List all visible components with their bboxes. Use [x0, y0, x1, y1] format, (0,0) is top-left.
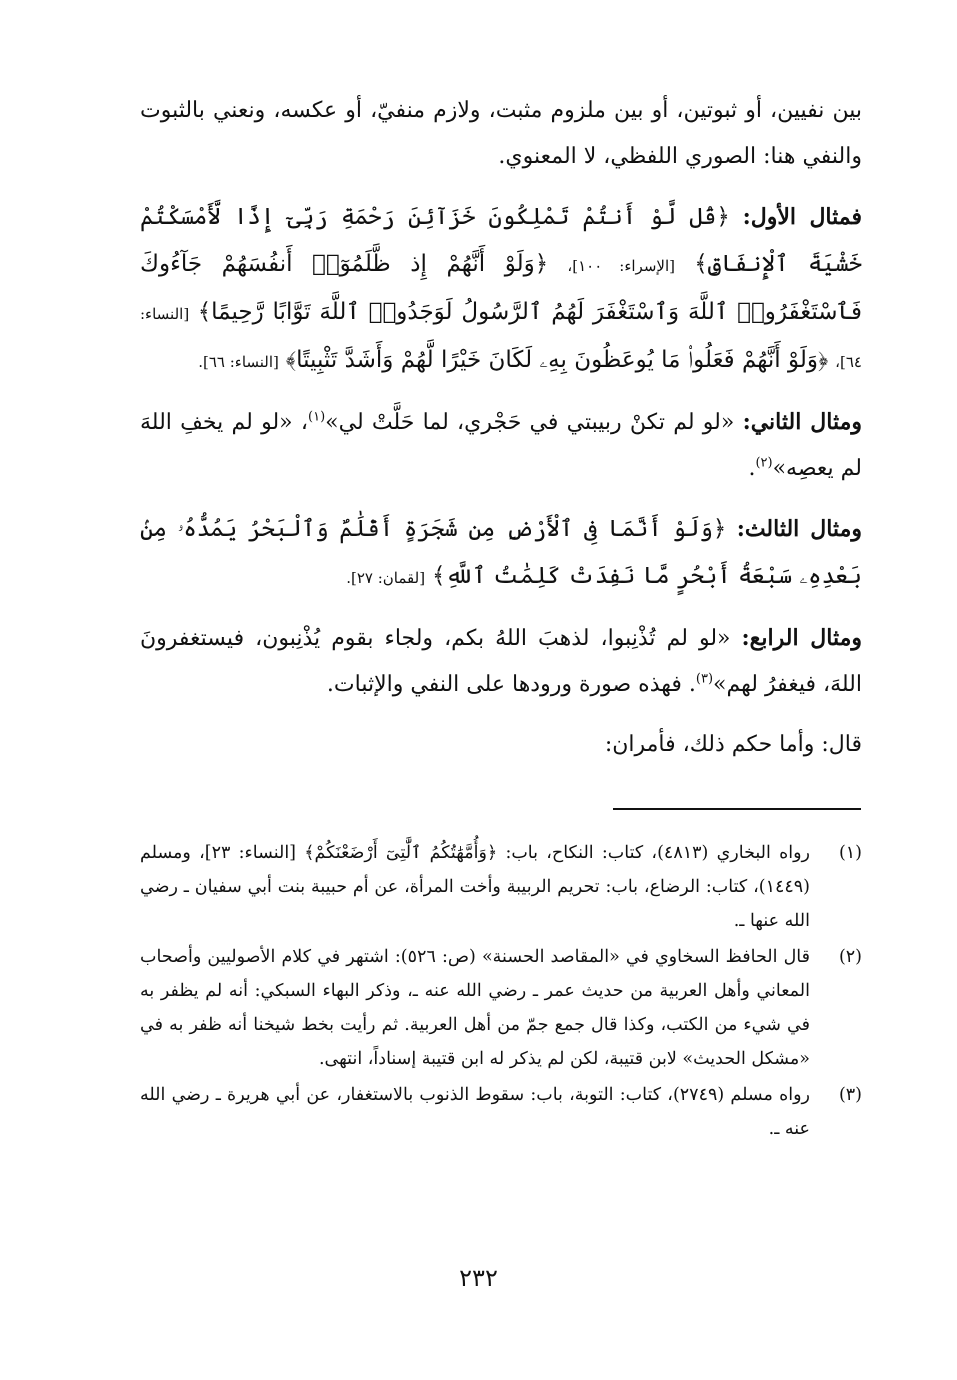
ref-isra: [الإسراء: ١٠٠]،: [567, 257, 675, 275]
footnote-number: (٢): [838, 947, 862, 967]
footnote-1: [140, 836, 862, 938]
footnote-ref-2[interactable]: (٢): [755, 455, 773, 471]
example-one-paragraph: [140, 194, 862, 385]
footnote-ref-1[interactable]: (١): [308, 409, 326, 425]
sentence-end: .: [748, 456, 756, 481]
hadith-text-2: ، «لو لم يخفِ اللهَ لم يعصِه»: [140, 410, 862, 481]
example-two-paragraph: [140, 399, 862, 492]
example-four-conclusion: . فهذه صورة ورودها على النفي والإثبات.: [326, 672, 696, 697]
ref-nisa-64: [النساء: ٦٤]،: [140, 305, 862, 371]
example-four-label: ومثال الرابع:: [741, 625, 862, 651]
footnote-3: [140, 1078, 862, 1146]
footnotes: [140, 836, 862, 1148]
main-text: [140, 88, 862, 782]
quran-verse-isra: ﴿قُل لَّوْ أَنتُمْ تَمْلِكُونَ خَزَآئِنَ رَحْمَةِ رَبِّىٓ إِذًا لَّأَمْسَكْتُمْ خَشْيَةَ ٱلْإِنفَاقِ﴾: [140, 204, 863, 277]
quran-verse-luqman: ﴿وَلَوْ أَنَّمَا فِى ٱلْأَرْضِ مِن شَجَرَةٍ أَقْلَٰمٌ وَٱلْبَحْرُ يَمُدُّهُۥ مِنۢ بَعْدِهِۦ سَبْعَةُ أَبْحُرٍ مَّا نَفِدَتْ كَلِمَٰتُ ٱللَّهِ﴾: [140, 516, 862, 589]
footnote-text: قال الحافظ السخاوي في «المقاصد الحسنة» (ص: ٥٢٦): اشتهر في كلام الأصوليين وأصحاب المعاني وأهل العربية من حديث عمر ـ رضي الله عنه ـ، وذكر البهاء السبكي: أنه لم يظفر به في شيء من الكتب، وكذا قال جمع جمّ من أهل العربية. ثم رأيت بخط شيخنا أنه ظفر به في «مشكل الحديث» لابن قتيبة، لكن لم يذكر له ابن قتيبة إسناداً، انتهى.: [140, 947, 811, 1069]
hadith-text-1: «لو لم تكنْ ربيبتي في حَجْري، لما حَلَّتْ لي»: [325, 410, 735, 435]
example-two-label: ومثال الثاني:: [742, 409, 862, 435]
quran-verse-nisa-64: ﴿وَلَوْ أَنَّهُمْ إِذ ظَّلَمُوٓا۟ أَنفُسَهُمْ جَآءُوكَ فَٱسْتَغْفَرُوا۟ ٱللَّهَ وَٱسْتَغْفَرَ لَهُمُ ٱلرَّسُولُ لَوَجَدُوا۟ ٱللَّهَ تَوَّابًا رَّحِيمًا﴾: [140, 251, 863, 325]
footnote-text: رواه مسلم (٢٧٤٩)، كتاب: التوبة، باب: سقوط الذنوب بالاستغفار، عن أبي هريرة ـ رضي الله عنه ـ.: [140, 1085, 811, 1139]
ref-luqman: [لقمان: ٢٧].: [346, 569, 426, 587]
footnote-text: رواه البخاري (٤٨١٣)، كتاب: النكاح، باب: ﴿وَأُمَّهَٰتُكُمُ ٱلَّٰتِىٓ أَرْضَعْنَكُمْ﴾ [النساء: ٢٣]، ومسلم (١٤٤٩)، كتاب: الرضاع، باب: تحريم الربيبة وأخت المرأة، عن أم حبيبة بنت أبي سفيان ـ رضي الله عنها ـ.: [140, 843, 811, 931]
page-number: ٢٣٢: [459, 1264, 498, 1292]
closing-paragraph: قال: وأما حكم ذلك، فأمران:: [604, 732, 862, 757]
hadith-text-3: «لو لم تُذْنِبوا، لذهبَ اللهُ بكم، ولجاء بقوم يُذْنِبون، فيستغفرونَ اللهَ، فيغفرُ لهم»: [140, 626, 862, 697]
ref-nisa-66: [النساء: ٦٦].: [198, 353, 279, 371]
example-three-paragraph: [140, 506, 862, 601]
footnote-number: (٣): [838, 1085, 862, 1105]
footnote-ref-3[interactable]: (٣): [695, 671, 714, 687]
example-one-label: فمثال الأول:: [742, 204, 863, 230]
intro-paragraph: بين نفيين، أو ثبوتين، أو بين ملزوم مثبت، ولازم منفيّ، أو عكسه، ونعني بالثبوت والنفي هنا: الصوري اللفظي، لا المعنوي.: [140, 98, 862, 169]
footnote-2: [140, 940, 862, 1076]
quran-verse-nisa-66: ﴿وَلَوْ أَنَّهُمْ فَعَلُوا۟ مَا يُوعَظُونَ بِهِۦ لَكَانَ خَيْرًا لَّهُمْ وَأَشَدَّ تَثْبِيتًا﴾: [285, 347, 829, 373]
example-four-paragraph: [140, 615, 862, 708]
footnote-separator: [613, 808, 861, 810]
example-three-label: ومثال الثالث:: [736, 516, 862, 542]
footnote-number: (١): [838, 843, 862, 863]
